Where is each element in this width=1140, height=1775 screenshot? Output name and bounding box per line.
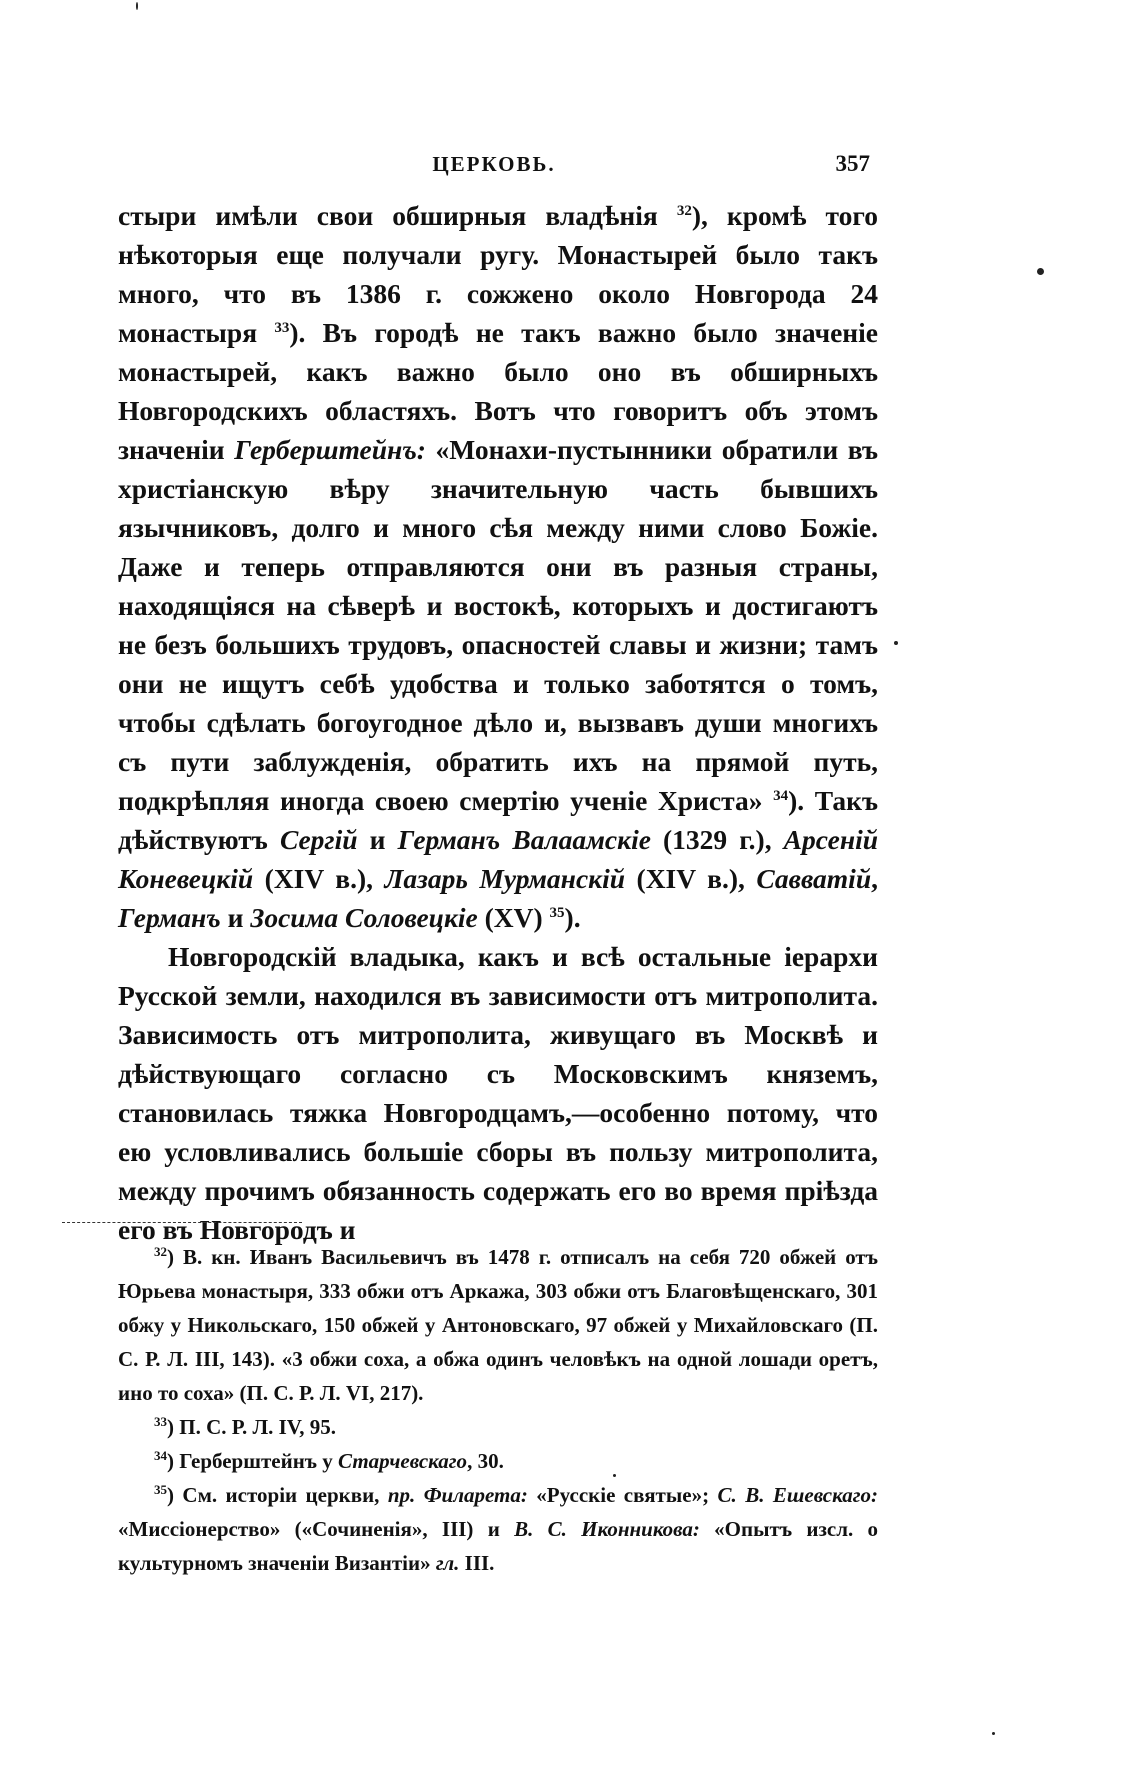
scan-speck bbox=[613, 1474, 616, 1477]
text-run: , bbox=[871, 863, 878, 894]
saint-name-sergius: Сергій bbox=[279, 824, 358, 855]
saint-name-savvaty: Савватій bbox=[756, 863, 872, 894]
footnote-ref-35: 35 bbox=[549, 904, 565, 921]
text-run: ). bbox=[564, 902, 581, 933]
page-number: 357 bbox=[835, 151, 870, 176]
text-run: и bbox=[357, 824, 398, 855]
scan-speck bbox=[894, 641, 898, 645]
footnote-mark: 32 bbox=[154, 1244, 167, 1259]
author-name-herberstein: Герберштейнъ: bbox=[234, 434, 426, 465]
footnote-ref-34: 34 bbox=[773, 787, 789, 804]
text-run: (XV) bbox=[477, 902, 550, 933]
saint-name-herman: Германъ bbox=[118, 902, 221, 933]
running-title: ЦЕРКОВЬ. bbox=[432, 152, 556, 176]
footnote-ref-32: 32 bbox=[676, 202, 692, 219]
footnote-35 bbox=[118, 1478, 878, 1580]
footnote-text: , 30. bbox=[467, 1449, 504, 1473]
text-run: ). Въ городѣ не такъ важно было значеніе монастырей, какъ важно было оно въ обширныхъ Новгородскихъ областяхъ. Вотъ что говоритъ объ этомъ значеніи bbox=[118, 317, 878, 465]
footnote-separator bbox=[62, 1222, 302, 1223]
saint-name-arseny: Арсеній Коневецкій bbox=[118, 824, 879, 894]
footnote-italic: гл. bbox=[435, 1551, 460, 1575]
main-text bbox=[118, 196, 878, 1249]
saint-name-zosima: Зосима Соловецкіе bbox=[250, 902, 478, 933]
scan-speck bbox=[1037, 268, 1044, 275]
footnote-33 bbox=[118, 1410, 878, 1444]
text-run: ). Такъ дѣйствуютъ bbox=[118, 785, 878, 855]
footnote-italic: Старчевскаго bbox=[338, 1449, 468, 1473]
text-run: стыри имѣли свои обширныя владѣнія bbox=[118, 200, 677, 231]
text-run: ), кромѣ того нѣкоторыя еще получали ругу. Монастырей было такъ много, что въ 1386 г. сожжено около Новгорода 24 монастыря bbox=[118, 200, 878, 348]
saint-name-herman-valaam: Германъ Валаамскіе bbox=[397, 824, 651, 855]
text-run: и bbox=[220, 902, 251, 933]
footnote-text: ) См. исторіи церкви, bbox=[167, 1483, 388, 1507]
footnote-text: III. bbox=[459, 1551, 495, 1575]
text-run: (XIV в.), bbox=[253, 863, 385, 894]
footnote-italic: С. В. Ешевскаго: bbox=[717, 1483, 878, 1507]
footnote-mark: 34 bbox=[154, 1448, 167, 1463]
paragraph-2: Новгородскій владыка, какъ и всѣ остальные іерархи Русской земли, находился въ зависимости отъ митрополита. Зависимость отъ митрополита, живущаго въ Москвѣ и дѣйствующаго согласно съ Московскимъ княземъ, становилась тяжка Новгородцамъ,—особенно потому, что ею условливались большіе сборы въ пользу митрополита, между прочимъ обязанность содержать его во время пріѣзда его въ Новгородъ и bbox=[118, 941, 878, 1245]
footnote-mark: 35 bbox=[154, 1482, 167, 1497]
footnote-text: ) В. кн. Иванъ Васильевичъ въ 1478 г. отписалъ на себя 720 обжей отъ Юрьева монастыря, 333 обжи отъ Аркажа, 303 обжи отъ Благовѣщенскаго, 301 обжу у Никольскаго, 150 обжей у Антоновскаго, 97 обжей у Михайловскаго (П. С. Р. Л. III, 143). «3 обжи соха, а обжа одинъ человѣкъ на одной лошади оретъ, ино то соха» (П. С. Р. Л. VI, 217). bbox=[118, 1245, 878, 1405]
footnote-text: ) П. С. Р. Л. IV, 95. bbox=[167, 1415, 336, 1439]
footnotes bbox=[118, 1240, 878, 1580]
footnote-ref-33: 33 bbox=[274, 319, 290, 336]
footnote-32 bbox=[118, 1240, 878, 1410]
paragraph-1 bbox=[118, 196, 878, 937]
footnote-text: «Миссіонерство» («Сочиненія», III) и bbox=[118, 1517, 515, 1541]
text-run: (XIV в.), bbox=[625, 863, 757, 894]
scan-speck bbox=[136, 2, 138, 10]
scan-speck bbox=[992, 1732, 995, 1735]
footnote-text: «Опытъ изсл. о культурномъ значеніи Византіи» bbox=[118, 1517, 879, 1575]
running-head bbox=[118, 148, 870, 180]
footnote-text: «Русскіе святые»; bbox=[527, 1483, 718, 1507]
footnote-italic: В. С. Иконникова: bbox=[514, 1517, 700, 1541]
saint-name-lazarus: Лазарь Мурманскій bbox=[384, 863, 626, 894]
footnote-mark: 33 bbox=[154, 1414, 167, 1429]
text-run: (1329 г.), bbox=[650, 824, 784, 855]
footnote-text: ) Герберштейнъ у bbox=[167, 1449, 339, 1473]
footnote-italic: пр. Филарета: bbox=[387, 1483, 528, 1507]
text-run: «Монахи-пустынники обратили въ христіанскую вѣру значительную часть бывшихъ язычниковъ, долго и много сѣя между ними слово Божіе. Даже и теперь отправляются они въ разныя страны, находящіяся на сѣверѣ и востокѣ, которыхъ и достигаютъ не безъ большихъ трудовъ, опасностей славы и жизни; тамъ они не ищутъ себѣ удобства и только заботятся о томъ, чтобы сдѣлать богоугодное дѣло и, вызвавъ души многихъ съ пути заблужденія, обратить ихъ на прямой путь, подкрѣпляя иногда своею смертію ученіе Христа» bbox=[118, 434, 878, 816]
footnote-34 bbox=[118, 1444, 878, 1478]
